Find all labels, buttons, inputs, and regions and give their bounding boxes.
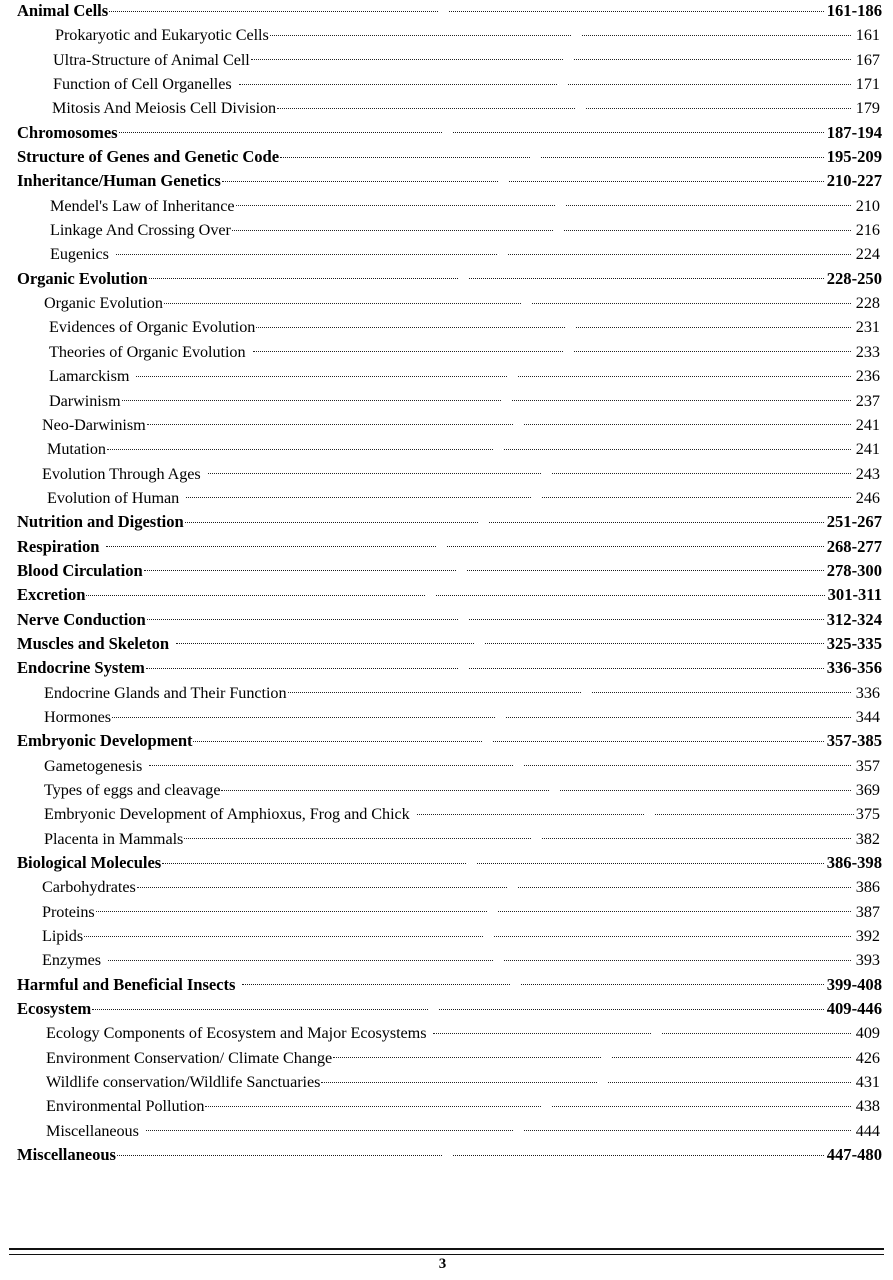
toc-entry-page-number: 243 (855, 464, 880, 483)
toc-dot-leader (256, 316, 851, 332)
toc-entry-page-number: 386-398 (826, 853, 882, 873)
toc-section-entry[interactable] (0, 876, 893, 900)
toc-entry-label: Nutrition and Digestion (17, 512, 184, 532)
toc-entry-label: Structure of Genes and Genetic Code (17, 147, 280, 167)
toc-section-entry[interactable] (0, 1022, 893, 1046)
toc-entry-page-number: 357 (855, 756, 880, 775)
toc-dot-leader (253, 341, 852, 357)
toc-entry-label: Theories of Organic Evolution (49, 342, 246, 361)
toc-entry-label: Excretion (17, 585, 86, 605)
toc-chapter-entry[interactable] (0, 657, 893, 681)
toc-entry-page-number: 224 (855, 245, 880, 264)
toc-entry-page-number: 236 (855, 367, 880, 386)
toc-dot-leader (333, 1047, 851, 1063)
toc-dot-leader (236, 195, 852, 211)
toc-entry-page-number: 444 (855, 1121, 880, 1140)
toc-section-entry[interactable] (0, 1047, 893, 1071)
toc-dot-leader (92, 998, 823, 1014)
toc-entry-page-number: 268-277 (826, 536, 882, 556)
toc-dot-leader (147, 414, 851, 430)
toc-entry-label: Prokaryotic and Eukaryotic Cells (55, 26, 269, 45)
toc-entry-page-number: 344 (855, 707, 880, 726)
toc-dot-leader (136, 365, 851, 381)
toc-entry-page-number: 387 (855, 902, 880, 921)
toc-dot-leader (116, 243, 851, 259)
toc-section-entry[interactable] (0, 487, 893, 511)
toc-section-entry[interactable] (0, 73, 893, 97)
toc-section-entry[interactable] (0, 803, 893, 827)
toc-dot-leader (185, 511, 824, 527)
toc-entry-label: Chromosomes (17, 122, 118, 142)
toc-entry-page-number: 161-186 (826, 1, 882, 20)
toc-entry-label: Organic Evolution (17, 268, 148, 288)
toc-entry-label: Mendel's Law of Inheritance (50, 196, 235, 215)
toc-section-entry[interactable] (0, 438, 893, 462)
toc-entry-label: Darwinism (49, 391, 121, 410)
page-number: 3 (438, 1256, 447, 1272)
toc-entry-page-number: 399-408 (826, 974, 882, 994)
toc-entry-page-number: 369 (855, 781, 880, 799)
toc-entry-label: Function of Cell Organelles (53, 75, 232, 94)
toc-dot-leader (119, 122, 824, 138)
toc-entry-page-number: 241 (855, 440, 880, 459)
toc-entry-label: Ultra-Structure of Animal Cell (53, 50, 250, 69)
toc-dot-leader (162, 852, 824, 868)
toc-dot-leader (117, 1144, 824, 1160)
toc-entry-page-number: 246 (855, 488, 880, 507)
toc-entry-page-number: 187-194 (826, 122, 882, 142)
toc-entry-page-number: 210 (855, 196, 880, 215)
toc-chapter-entry[interactable] (0, 974, 893, 998)
toc-entry-page-number: 216 (855, 221, 880, 240)
toc-dot-leader (277, 97, 851, 113)
toc-section-entry[interactable] (0, 1120, 893, 1144)
toc-entry-page-number: 409-446 (826, 999, 882, 1019)
toc-entry-label: Miscellaneous (46, 1121, 139, 1140)
toc-section-entry[interactable] (0, 414, 893, 438)
toc-entry-label: Lamarckism (49, 367, 130, 386)
toc-chapter-entry[interactable] (0, 511, 893, 535)
toc-entry-label: Ecology Components of Ecosystem and Major Ecosystems (46, 1024, 427, 1043)
toc-entry-label: Embryonic Development of Amphioxus, Frog and Chick (44, 805, 410, 824)
toc-section-entry[interactable] (0, 901, 893, 925)
toc-entry-label: Respiration (17, 536, 100, 556)
toc-entry-label: Miscellaneous (17, 1145, 116, 1165)
toc-entry-page-number: 228-250 (826, 268, 882, 288)
toc-entry-label: Environmental Pollution (46, 1097, 205, 1116)
toc-entry-page-number: 167 (855, 50, 880, 69)
toc-chapter-entry[interactable] (0, 268, 893, 292)
toc-chapter-entry[interactable] (0, 1144, 893, 1168)
toc-entry-label: Placenta in Mammals (44, 829, 184, 848)
toc-chapter-entry[interactable] (0, 122, 893, 146)
toc-dot-leader (146, 657, 824, 673)
toc-chapter-entry[interactable] (0, 633, 893, 657)
toc-dot-leader (106, 536, 823, 552)
toc-entry-page-number: 447-480 (826, 1145, 882, 1165)
toc-dot-leader (433, 1022, 851, 1038)
toc-entry-page-number: 210-227 (826, 171, 882, 191)
toc-entry-label: Animal Cells (17, 1, 109, 20)
toc-dot-leader (239, 73, 851, 89)
toc-entry-page-number: 312-324 (826, 609, 882, 629)
toc-entry-page-number: 336-356 (826, 658, 882, 678)
toc-section-entry[interactable] (0, 1071, 893, 1095)
toc-dot-leader (137, 876, 851, 892)
toc-dot-leader (270, 24, 851, 40)
toc-entry-label: Endocrine System (17, 658, 145, 678)
toc-entry-label: Types of eggs and cleavage (44, 781, 221, 799)
toc-entry-page-number: 233 (855, 342, 880, 361)
toc-dot-leader (176, 633, 824, 649)
toc-entry-page-number: 237 (855, 391, 880, 410)
toc-entry-page-number: 426 (855, 1048, 880, 1067)
toc-entry-page-number: 357-385 (826, 731, 882, 751)
toc-chapter-entry[interactable] (0, 536, 893, 560)
toc-dot-leader (222, 170, 824, 186)
toc-dot-leader (164, 292, 851, 308)
toc-chapter-entry[interactable] (0, 146, 893, 170)
toc-dot-leader (221, 779, 851, 795)
toc-dot-leader (149, 268, 824, 284)
toc-section-entry[interactable] (0, 316, 893, 340)
toc-entry-page-number: 438 (855, 1097, 880, 1116)
toc-entry-label: Endocrine Glands and Their Function (44, 683, 287, 702)
toc-entry-page-number: 325-335 (826, 633, 882, 653)
footer-divider (9, 1248, 884, 1255)
toc-section-entry[interactable] (0, 682, 893, 706)
toc-entry-label: Inheritance/Human Genetics (17, 171, 221, 191)
toc-section-entry[interactable] (0, 49, 893, 73)
toc-entry-page-number: 431 (855, 1073, 880, 1092)
toc-entry-label: Blood Circulation (17, 560, 143, 580)
toc-entry-label: Evidences of Organic Evolution (49, 318, 256, 337)
toc-entry-page-number: 382 (855, 829, 880, 848)
toc-section-entry[interactable] (0, 390, 893, 414)
toc-section-entry[interactable] (0, 706, 893, 730)
toc-entry-label: Organic Evolution (44, 294, 163, 313)
toc-chapter-entry[interactable] (0, 852, 893, 876)
toc-dot-leader (193, 730, 823, 746)
toc-dot-leader (122, 390, 852, 406)
toc-entry-page-number: 301-311 (827, 585, 882, 605)
toc-dot-leader (146, 1120, 851, 1136)
toc-dot-leader (149, 755, 851, 771)
toc-dot-leader (288, 682, 851, 698)
toc-section-entry[interactable] (0, 463, 893, 487)
toc-chapter-entry[interactable] (0, 998, 893, 1022)
toc-entry-page-number: 336 (855, 683, 880, 702)
toc-section-entry[interactable] (0, 365, 893, 389)
toc-dot-leader (205, 1095, 851, 1111)
toc-dot-leader (280, 146, 824, 162)
toc-section-entry[interactable] (0, 24, 893, 48)
toc-entry-label: Neo-Darwinism (42, 415, 146, 434)
toc-dot-leader (242, 974, 823, 990)
toc-entry-label: Lipids (42, 927, 84, 946)
toc-entry-label: Ecosystem (17, 999, 92, 1019)
toc-dot-leader (108, 949, 851, 965)
toc-section-entry[interactable] (0, 341, 893, 365)
toc-chapter-entry[interactable] (0, 0, 893, 24)
toc-entry-page-number: 392 (855, 927, 880, 946)
toc-entry-label: Nerve Conduction (17, 609, 146, 629)
toc-section-entry[interactable] (0, 219, 893, 243)
toc-entry-page-number: 195-209 (826, 147, 882, 167)
toc-dot-leader (208, 463, 851, 479)
toc-dot-leader (321, 1071, 851, 1087)
toc-entry-page-number: 375 (855, 805, 880, 824)
toc-entry-label: Proteins (42, 902, 95, 921)
toc-entry-page-number: 393 (855, 951, 880, 970)
toc-section-entry[interactable] (0, 949, 893, 973)
toc-section-entry[interactable] (0, 97, 893, 121)
toc-entry-page-number: 228 (855, 294, 880, 313)
toc-chapter-entry[interactable] (0, 560, 893, 584)
toc-dot-leader (112, 706, 851, 722)
toc-section-entry[interactable] (0, 828, 893, 852)
toc-dot-leader (109, 0, 824, 16)
toc-entry-label: Evolution Through Ages (42, 464, 201, 483)
toc-chapter-entry[interactable] (0, 170, 893, 194)
toc-dot-leader (186, 487, 851, 503)
toc-entry-page-number: 161 (855, 26, 880, 45)
toc-entry-label: Linkage And Crossing Over (50, 221, 231, 240)
toc-entry-label: Embryonic Development (17, 731, 193, 751)
toc-chapter-entry[interactable] (0, 584, 893, 608)
toc-entry-label: Biological Molecules (17, 853, 162, 873)
toc-entry-label: Mitosis And Meiosis Cell Division (52, 99, 277, 118)
toc-entry-label: Wildlife conservation/Wildlife Sanctuaries (46, 1073, 321, 1092)
toc-entry-label: Mutation (47, 440, 106, 459)
toc-entry-page-number: 251-267 (826, 512, 882, 532)
toc-dot-leader (184, 828, 851, 844)
toc-dot-leader (417, 803, 854, 819)
toc-entry-label: Evolution of Human (47, 488, 180, 507)
toc-dot-leader (232, 219, 851, 235)
toc-entry-page-number: 179 (855, 99, 880, 118)
toc-entry-page-number: 171 (855, 75, 880, 94)
toc-entry-label: Muscles and Skeleton (17, 633, 170, 653)
toc-entry-label: Hormones (44, 707, 112, 726)
toc-entry-label: Environment Conservation/ Climate Change (46, 1048, 333, 1067)
toc-section-entry[interactable] (0, 779, 893, 803)
toc-dot-leader (147, 609, 824, 625)
toc-entry-label: Harmful and Beneficial Insects (17, 974, 236, 994)
toc-entry-label: Gametogenesis (44, 756, 143, 775)
toc-entry-page-number: 241 (855, 415, 880, 434)
toc-section-entry[interactable] (0, 243, 893, 267)
toc-section-entry[interactable] (0, 755, 893, 779)
toc-dot-leader (251, 49, 851, 65)
toc-dot-leader (86, 584, 824, 600)
toc-entry-page-number: 231 (855, 318, 880, 337)
toc-chapter-entry[interactable] (0, 609, 893, 633)
toc-entry-label: Carbohydrates (42, 878, 136, 897)
toc-entry-page-number: 386 (855, 878, 880, 897)
toc-entry-label: Enzymes (42, 951, 101, 970)
toc-entry-page-number: 278-300 (826, 560, 882, 580)
toc-section-entry[interactable] (0, 1095, 893, 1119)
toc-dot-leader (84, 925, 851, 941)
toc-section-entry[interactable] (0, 195, 893, 219)
toc-dot-leader (144, 560, 824, 576)
toc-chapter-entry[interactable] (0, 730, 893, 754)
toc-entry-page-number: 409 (855, 1024, 880, 1043)
toc-entry-label: Eugenics (50, 245, 109, 264)
toc-section-entry[interactable] (0, 925, 893, 949)
toc-section-entry[interactable] (0, 292, 893, 316)
toc-dot-leader (96, 901, 851, 917)
toc-dot-leader (107, 438, 851, 454)
